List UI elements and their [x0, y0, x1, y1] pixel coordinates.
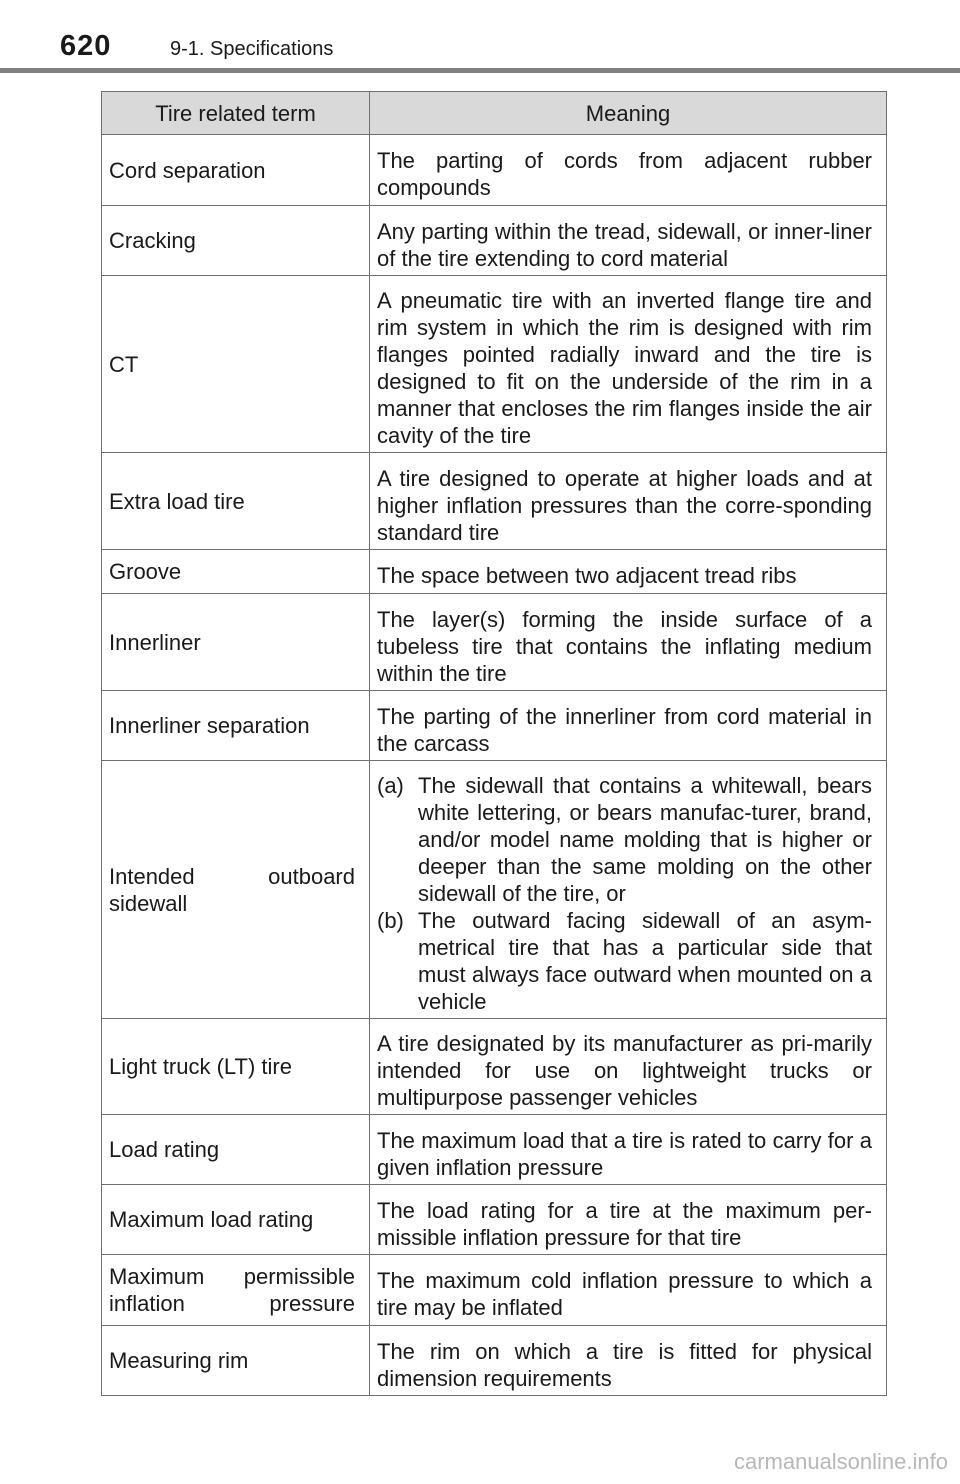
table-row: [102, 761, 887, 1019]
table-row: [102, 1115, 887, 1185]
meaning-cell: The parting of the innerliner from cord material in the carcass: [370, 691, 887, 761]
meaning-cell: The maximum cold inflation pressure to which a tire may be inflated: [370, 1255, 887, 1326]
meaning-cell: The rim on which a tire is fitted for physical dimension requirements: [370, 1326, 887, 1396]
meaning-cell: A tire designated by its manufacturer as pri-marily intended for use on lightweight trucks or multipurpose passenger vehicles: [370, 1019, 887, 1115]
table-row: [102, 206, 887, 276]
table-row: [102, 594, 887, 691]
table-header-row: [102, 92, 887, 135]
term-cell: Groove: [102, 550, 370, 594]
meaning-cell: The layer(s) forming the inside surface of a tubeless tire that contains the inflating medium within the tire: [370, 594, 887, 691]
list-label: (a): [377, 773, 404, 798]
table-row: [102, 691, 887, 761]
term-cell: Innerliner: [102, 594, 370, 691]
tire-terms-table: [101, 91, 887, 1396]
term-cell: Cracking: [102, 206, 370, 276]
term-text: Intended outboard sidewall: [109, 863, 355, 916]
column-header-meaning: Meaning: [370, 92, 887, 135]
table-row: [102, 550, 887, 594]
meaning-cell: A pneumatic tire with an inverted flange tire and rim system in which the rim is designed with rim flanges pointed radially inward and the tire is designed to fit on the underside of the rim in a manner that encloses the rim flanges inside the air cavity of the tire: [370, 276, 887, 453]
list-label: (b): [377, 908, 404, 933]
watermark: carmanualsonline.info: [733, 1449, 948, 1474]
page-header: [0, 0, 960, 76]
term-cell: Measuring rim: [102, 1326, 370, 1396]
table-row: [102, 1019, 887, 1115]
term-cell: Innerliner separation: [102, 691, 370, 761]
term-cell: Cord separation: [102, 135, 370, 206]
term-cell: Maximum load rating: [102, 1185, 370, 1255]
list-item: [377, 907, 872, 1015]
table-row: [102, 135, 887, 206]
meaning-cell: The space between two adjacent tread ribs: [370, 550, 887, 594]
term-cell: [102, 761, 370, 1019]
column-header-term: Tire related term: [102, 92, 370, 135]
meaning-cell: Any parting within the tread, sidewall, or inner-liner of the tire extending to cord material: [370, 206, 887, 276]
page-number: 620: [60, 30, 112, 62]
term-cell: CT: [102, 276, 370, 453]
header-divider: [0, 68, 960, 73]
table-row: [102, 276, 887, 453]
meaning-cell: The maximum load that a tire is rated to carry for a given inflation pressure: [370, 1115, 887, 1185]
term-cell: [102, 1255, 370, 1326]
term-cell: Extra load tire: [102, 453, 370, 550]
table-row: [102, 1185, 887, 1255]
table-row: [102, 1255, 887, 1326]
list-text: The outward facing sidewall of an asym-metrical tire that has a particular side that must always face outward when mounted on a vehicle: [418, 908, 872, 1014]
table-row: [102, 1326, 887, 1396]
meaning-cell: [370, 761, 887, 1019]
meaning-cell: The parting of cords from adjacent rubber compounds: [370, 135, 887, 206]
meaning-cell: The load rating for a tire at the maximum per-missible inflation pressure for that tire: [370, 1185, 887, 1255]
table-row: [102, 453, 887, 550]
meaning-cell: A tire designed to operate at higher loads and at higher inflation pressures than the corre-sponding standard tire: [370, 453, 887, 550]
section-title: 9-1. Specifications: [170, 38, 334, 60]
term-cell: Load rating: [102, 1115, 370, 1185]
list-text: The sidewall that contains a whitewall, bears white lettering, or bears manufac-turer, brand, and/or model name molding that is higher or deeper than the same molding on the other sidewall of the tire, or: [418, 773, 872, 906]
list-item: [377, 772, 872, 907]
term-text: Maximum permissible inflation pressure: [109, 1264, 355, 1316]
term-cell: Light truck (LT) tire: [102, 1019, 370, 1115]
